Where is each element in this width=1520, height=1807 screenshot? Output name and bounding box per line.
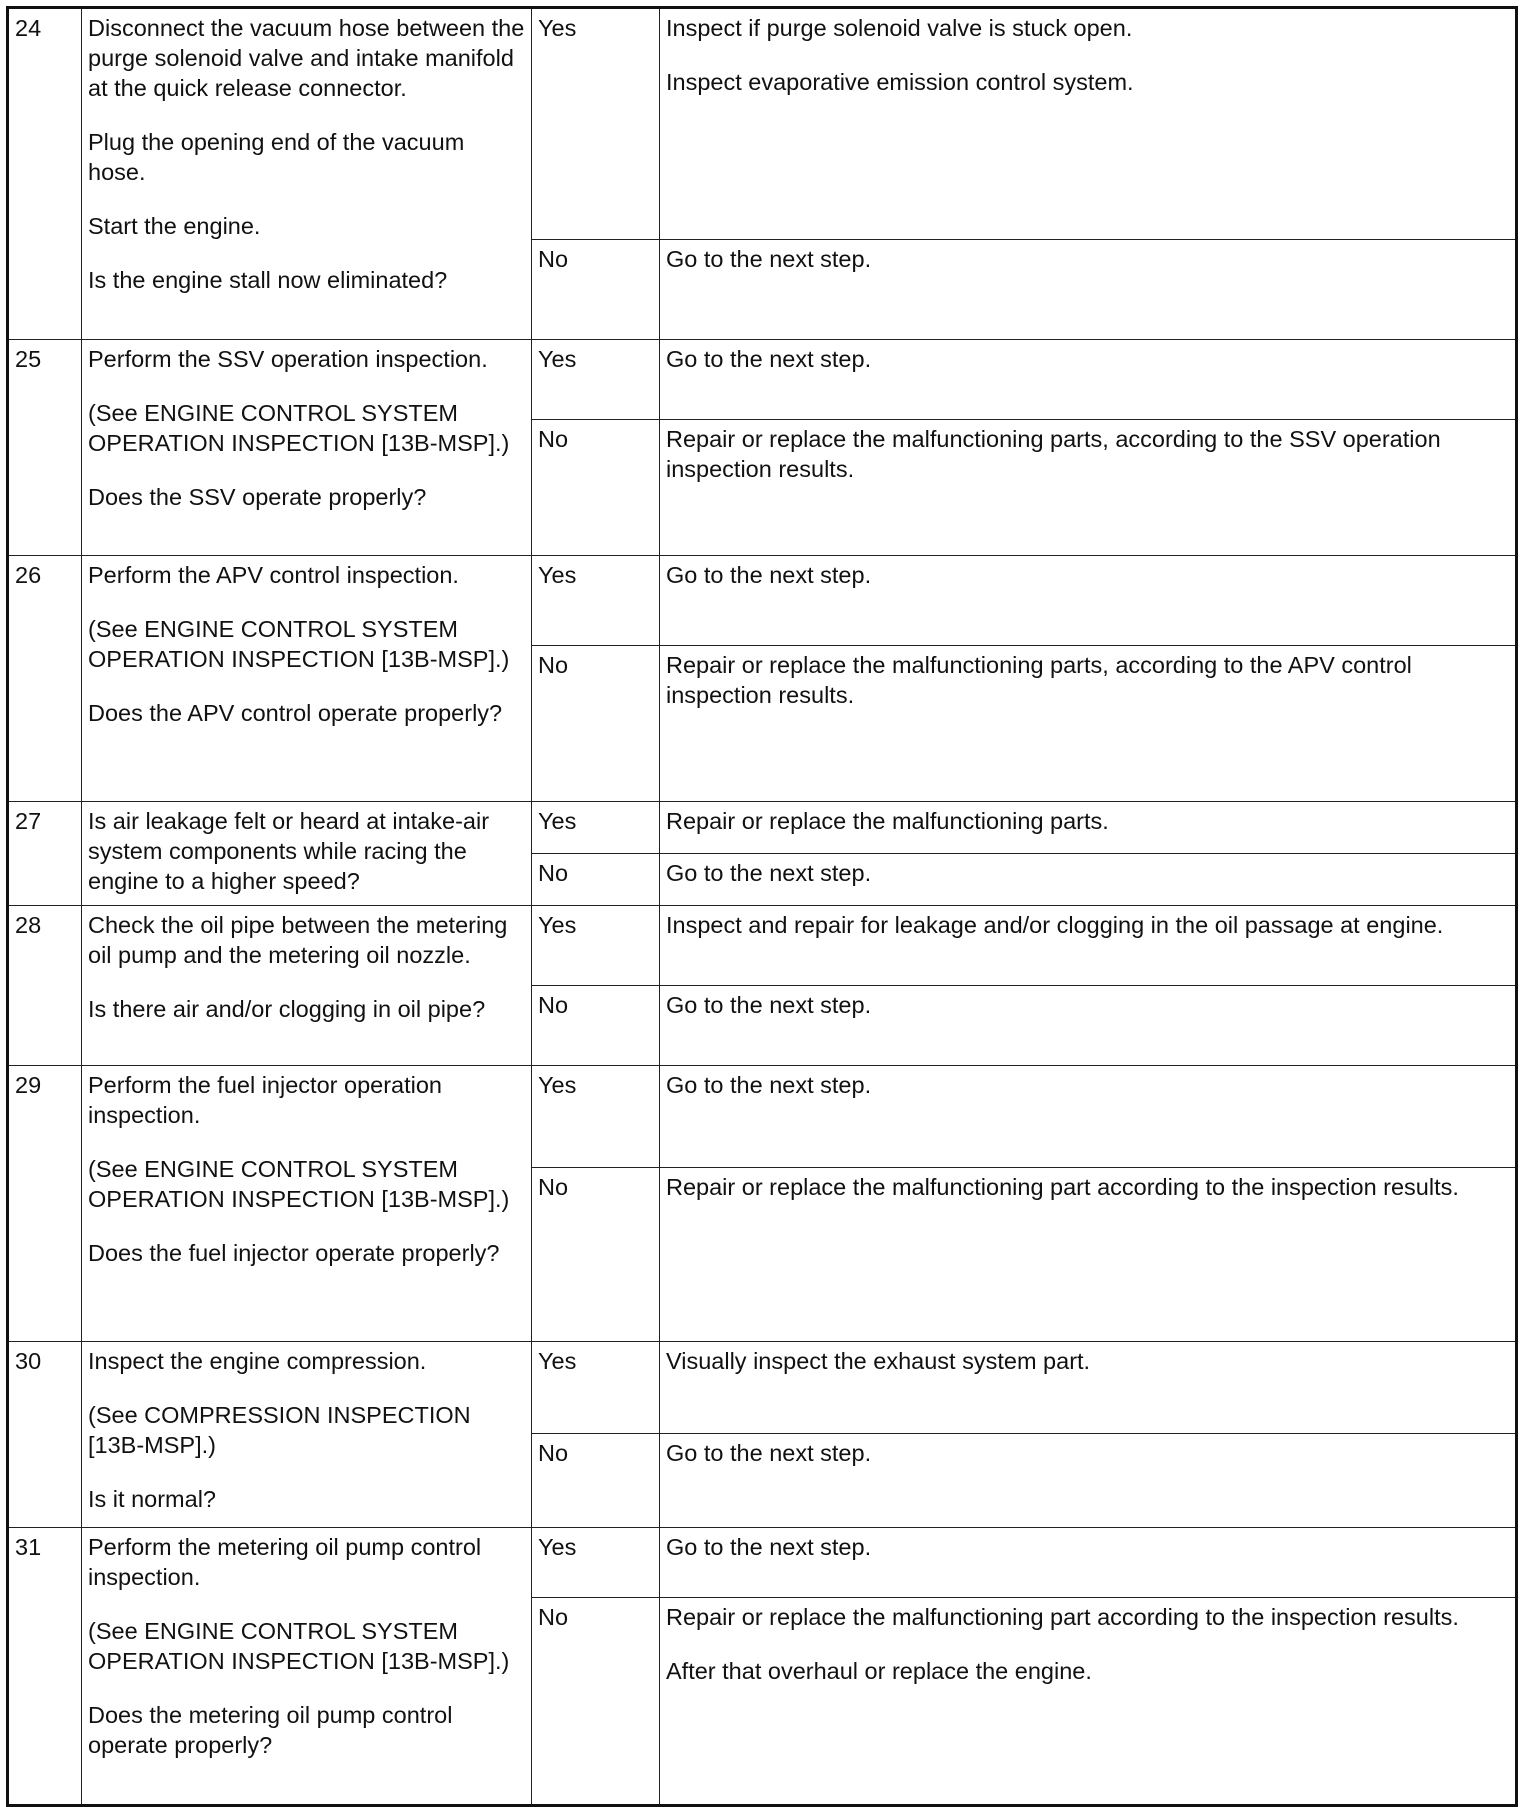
step-instructions (82, 556, 532, 802)
instruction-line-2: Is it normal? (88, 1486, 216, 1512)
yes-action-line-0: Go to the next step. (666, 1534, 872, 1560)
no-action-line-0: Repair or replace the malfunctioning parts, according to the SSV operation inspection results. (666, 426, 1441, 482)
no-label: No (532, 1598, 660, 1806)
no-action-line-0: Go to the next step. (666, 860, 872, 886)
yes-label: Yes (532, 1528, 660, 1598)
step-row (8, 1342, 1517, 1434)
step-number: 30 (8, 1342, 82, 1528)
step-number: 31 (8, 1528, 82, 1806)
yes-action-line-1: Inspect evaporative emission control system. (666, 69, 1134, 95)
yes-action (660, 802, 1517, 854)
yes-action-line-0: Inspect if purge solenoid valve is stuck open. (666, 15, 1133, 41)
instruction-line-1: (See ENGINE CONTROL SYSTEM OPERATION INSPECTION [13B-MSP].) (88, 616, 510, 672)
no-label: No (532, 646, 660, 802)
no-action (660, 854, 1517, 906)
yes-action (660, 906, 1517, 986)
instruction-line-1: (See ENGINE CONTROL SYSTEM OPERATION INSPECTION [13B-MSP].) (88, 400, 510, 456)
yes-action (660, 1342, 1517, 1434)
yes-action (660, 8, 1517, 240)
no-action-line-1: After that overhaul or replace the engine. (666, 1658, 1092, 1684)
step-instructions (82, 340, 532, 556)
yes-action (660, 1066, 1517, 1168)
step-row (8, 556, 1517, 646)
diagnostic-table-body (8, 8, 1517, 1806)
yes-label: Yes (532, 1066, 660, 1168)
no-action-line-0: Repair or replace the malfunctioning part according to the inspection results. (666, 1174, 1459, 1200)
no-label: No (532, 986, 660, 1066)
yes-action-line-0: Repair or replace the malfunctioning parts. (666, 808, 1109, 834)
no-label: No (532, 240, 660, 340)
no-action (660, 646, 1517, 802)
no-action-line-0: Repair or replace the malfunctioning part according to the inspection results. (666, 1604, 1459, 1630)
instruction-line-1: (See COMPRESSION INSPECTION [13B-MSP].) (88, 1402, 471, 1458)
yes-action (660, 1528, 1517, 1598)
step-number: 27 (8, 802, 82, 906)
instruction-line-0: Check the oil pipe between the metering oil pump and the metering oil nozzle. (88, 912, 508, 968)
instruction-line-1: (See ENGINE CONTROL SYSTEM OPERATION INSPECTION [13B-MSP].) (88, 1618, 510, 1674)
yes-label: Yes (532, 1342, 660, 1434)
instruction-line-0: Disconnect the vacuum hose between the purge solenoid valve and intake manifold at the quick release connector. (88, 15, 525, 101)
step-row (8, 802, 1517, 854)
yes-label: Yes (532, 340, 660, 420)
step-instructions (82, 802, 532, 906)
instruction-line-0: Inspect the engine compression. (88, 1348, 427, 1374)
instruction-line-0: Perform the fuel injector operation inspection. (88, 1072, 442, 1128)
no-action (660, 1434, 1517, 1528)
no-action-line-0: Go to the next step. (666, 1440, 872, 1466)
step-row (8, 8, 1517, 240)
yes-action-line-0: Visually inspect the exhaust system part. (666, 1348, 1091, 1374)
yes-action-line-0: Go to the next step. (666, 346, 872, 372)
step-row (8, 340, 1517, 420)
step-number: 24 (8, 8, 82, 340)
instruction-line-0: Is air leakage felt or heard at intake-air system components while racing the engine to a higher speed? (88, 808, 490, 894)
step-row (8, 906, 1517, 986)
step-instructions (82, 1342, 532, 1528)
instruction-line-3: Is the engine stall now eliminated? (88, 267, 448, 293)
no-action (660, 1598, 1517, 1806)
no-action-line-0: Go to the next step. (666, 992, 872, 1018)
step-instructions (82, 8, 532, 340)
yes-action-line-0: Inspect and repair for leakage and/or clogging in the oil passage at engine. (666, 912, 1444, 938)
no-action-line-0: Go to the next step. (666, 246, 872, 272)
instruction-line-2: Does the metering oil pump control operate properly? (88, 1702, 453, 1758)
instruction-line-2: Does the fuel injector operate properly? (88, 1240, 500, 1266)
step-number: 26 (8, 556, 82, 802)
yes-label: Yes (532, 556, 660, 646)
yes-label: Yes (532, 8, 660, 240)
yes-action (660, 340, 1517, 420)
instruction-line-0: Perform the SSV operation inspection. (88, 346, 488, 372)
instruction-line-0: Perform the APV control inspection. (88, 562, 459, 588)
instruction-line-0: Perform the metering oil pump control inspection. (88, 1534, 482, 1590)
instruction-line-2: Does the APV control operate properly? (88, 700, 503, 726)
step-number: 29 (8, 1066, 82, 1342)
instruction-line-2: Does the SSV operate properly? (88, 484, 427, 510)
no-action (660, 1168, 1517, 1342)
instruction-line-1: Plug the opening end of the vacuum hose. (88, 129, 465, 185)
step-row (8, 1066, 1517, 1168)
yes-label: Yes (532, 906, 660, 986)
no-action-line-0: Repair or replace the malfunctioning parts, according to the APV control inspection results. (666, 652, 1412, 708)
no-label: No (532, 1168, 660, 1342)
yes-action (660, 556, 1517, 646)
yes-action-line-0: Go to the next step. (666, 1072, 872, 1098)
instruction-line-1: (See ENGINE CONTROL SYSTEM OPERATION INSPECTION [13B-MSP].) (88, 1156, 510, 1212)
no-label: No (532, 420, 660, 556)
step-number: 28 (8, 906, 82, 1066)
yes-label: Yes (532, 802, 660, 854)
no-action (660, 986, 1517, 1066)
instruction-line-1: Is there air and/or clogging in oil pipe? (88, 996, 486, 1022)
yes-action-line-0: Go to the next step. (666, 562, 872, 588)
step-instructions (82, 906, 532, 1066)
diagnostic-procedure-table (6, 6, 1518, 1807)
step-instructions (82, 1066, 532, 1342)
instruction-line-2: Start the engine. (88, 213, 261, 239)
no-label: No (532, 854, 660, 906)
no-action (660, 420, 1517, 556)
no-action (660, 240, 1517, 340)
step-instructions (82, 1528, 532, 1806)
no-label: No (532, 1434, 660, 1528)
step-number: 25 (8, 340, 82, 556)
step-row (8, 1528, 1517, 1598)
